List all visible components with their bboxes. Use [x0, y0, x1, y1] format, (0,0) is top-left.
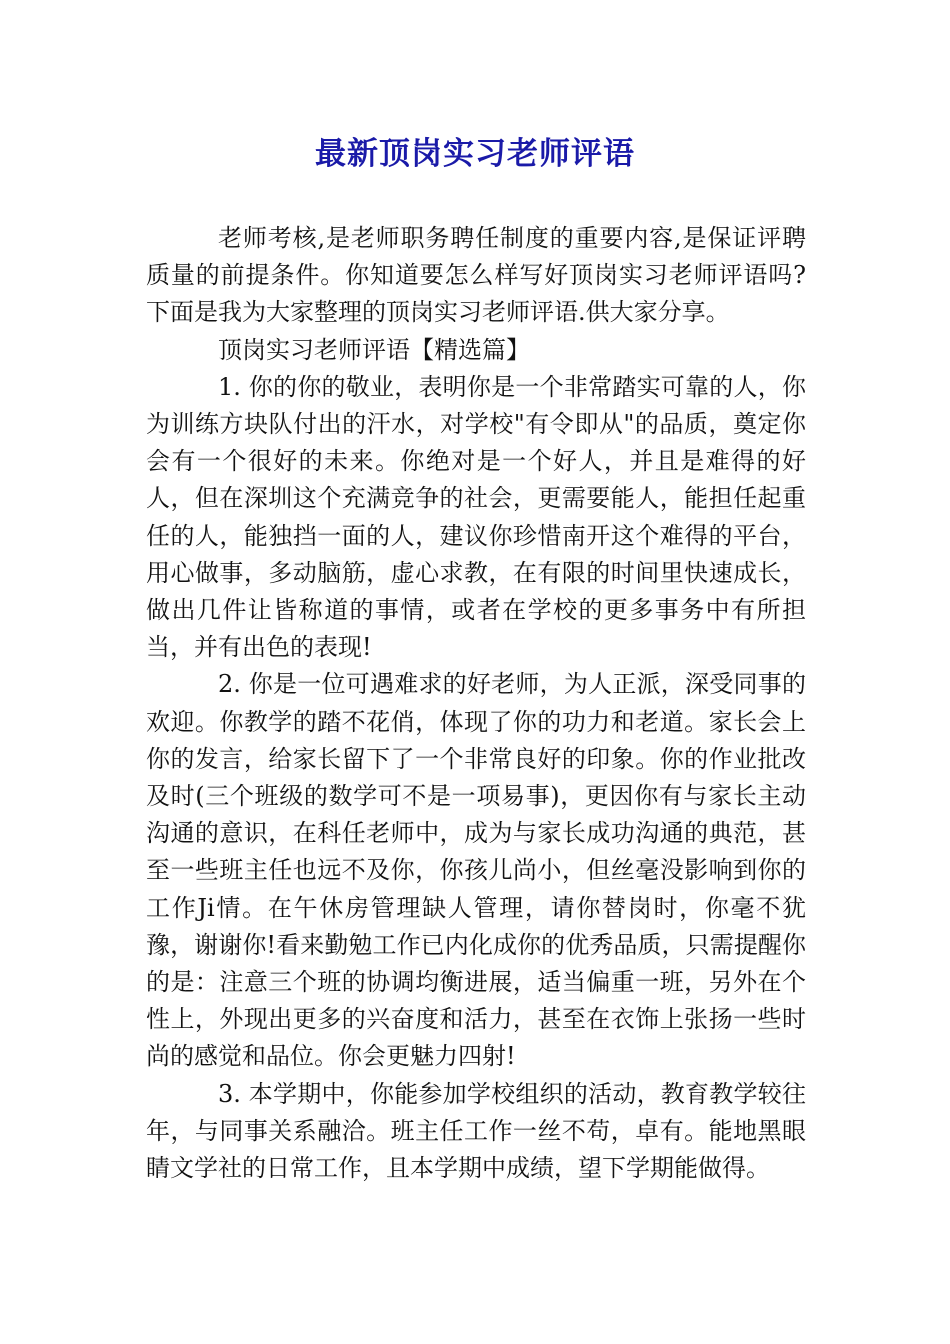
comment-paragraph-3: 3. 本学期中，你能参加学校组织的活动，教育教学较往年，与同事关系融洽。班主任工作一丝不苟，卓有。能地黑眼睛文学社的日常工作，且本学期中成绩，望下学期能做得。	[146, 1079, 806, 1183]
document-body	[146, 220, 806, 1187]
comment-paragraph-2: 2. 你是一位可遇难求的好老师，为人正派，深受同事的欢迎。你教学的踏不花俏，体现了你的功力和老道。家长会上你的发言，给家长留下了一个非常良好的印象。你的作业批改及时(三个班级的数学可不是一项易事)，更因你有与家长主动沟通的意识，在科任老师中，成为与家长成功沟通的典范，甚至一些班主任也远不及你，你孩儿尚小，但丝毫没影响到你的工作Ji情。在午休房管理缺人管理，请你替岗时，你毫不犹豫，谢谢你!看来勤勉工作已内化成你的优秀品质，只需提醒你的是：注意三个班的协调均衡进展，适当偏重一班，另外在个性上，外现出更多的兴奋度和活力，甚至在衣饰上张扬一些时尚的感觉和品位。你会更魅力四射!	[146, 670, 806, 1071]
intro-paragraph: 老师考核,是老师职务聘任制度的重要内容,是保证评聘质量的前提条件。你知道要怎么样写好顶岗实习老师评语吗?下面是我为大家整理的顶岗实习老师评语.供大家分享。	[146, 224, 806, 327]
document-title: 最新顶岗实习老师评语	[315, 136, 635, 172]
comment-paragraph-1: 1. 你的你的敬业，表明你是一个非常踏实可靠的人，你为训练方块队付出的汗水，对学校"有令即从"的品质，奠定你会有一个很好的未来。你绝对是一个好人，并且是难得的好人，但在深圳这个充满竞争的社会，更需要能人，能担任起重任的人，能独挡一面的人，建议你珍惜南开这个难得的平台，用心做事，多动脑筋，虚心求教，在有限的时间里快速成长，做出几件让皆称道的事情，或者在学校的更多事务中有所担当，并有出色的表现!	[146, 372, 806, 662]
section-heading: 顶岗实习老师评语【精选篇】	[218, 335, 530, 364]
